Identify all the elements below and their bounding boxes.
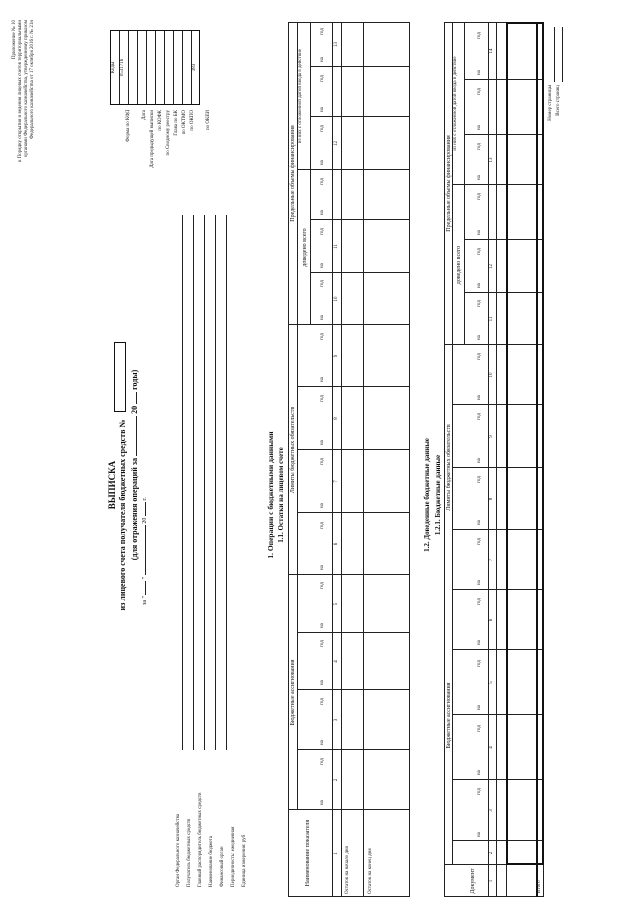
t1-god-13: год (320, 75, 325, 82)
t1-num-4: 4 (334, 660, 339, 663)
label-form-okud: Форма по КФД (126, 110, 131, 142)
label-prev-date: Дата предыдущей выписки (150, 110, 155, 168)
t1-god-7: год (320, 395, 325, 402)
section1-subheading: 1.1. Остатки на лицевом счете (277, 447, 285, 543)
t1-num-9: 9 (334, 354, 339, 358)
t1-num-1: 1 (334, 852, 339, 855)
appendix-line-1: Приложение № 10 (12, 20, 17, 60)
codes-header: Коды (111, 31, 120, 104)
t1-pof-delayed: из них с отложенной датой ввода в действие (298, 48, 303, 144)
footer-pages-total: Всего страниц (556, 85, 561, 116)
table1-frame (288, 22, 410, 897)
t2-god-2: год (477, 725, 482, 732)
t2-num-7: 7 (489, 558, 494, 562)
t2-num-10: 10 (489, 372, 494, 378)
title-line-2 (130, 265, 139, 665)
codes-form-code: 0531716 (120, 31, 129, 104)
t1-col-name: Наименование показателя (305, 819, 311, 887)
date-quote: " (142, 576, 148, 580)
appendix-line-2: к Порядку открытия и ведения лицевых счетов территориальными (18, 20, 23, 163)
t1-num-12: 12 (334, 141, 339, 146)
t2-god-14: год (477, 32, 482, 39)
left-label-3: Наименование бюджета (209, 835, 214, 887)
t2-num-1: 1 (489, 879, 494, 883)
t2-na-2: на (477, 770, 482, 775)
section2-subheading: 1.2.1. Бюджетные данные (434, 454, 442, 536)
t2-na-8: на (477, 395, 482, 400)
t2-god-8: год (477, 353, 482, 360)
t2-na-7: на (477, 458, 482, 463)
fill-line-1 (193, 215, 194, 750)
t1-na-9: на (320, 315, 325, 320)
date-year: 20 (142, 517, 148, 524)
t1-num-3: 3 (334, 718, 339, 722)
t2-na-10: на (477, 283, 482, 288)
t2-god-6: год (477, 476, 482, 483)
t2-num-3: 3 (489, 809, 494, 812)
statement-date-line (142, 345, 149, 605)
t2-na-5: на (477, 580, 482, 585)
t1-god-3: год (320, 640, 325, 647)
t2-num-2: 2 (489, 851, 494, 855)
appendix-line-4: Федерального казначейства от 17 октября 2016 г. № 21н (30, 20, 35, 140)
t1-na-12: на (320, 160, 325, 165)
t2-god-5: год (477, 538, 482, 545)
t1-pof-total: доведено всего (302, 228, 308, 267)
left-label-1: Получатель бюджетных средств (187, 818, 192, 887)
t1-god-9: год (320, 280, 325, 287)
t1-num-5: 5 (334, 602, 339, 606)
t2-col-doc: Документ (470, 868, 476, 894)
title-sub2-year: 20 (130, 405, 139, 414)
title-sub2: (для отражения операций за (130, 457, 139, 561)
t2-total-label: Итого (537, 880, 542, 893)
label-oktmo: по ОКТМО (182, 110, 187, 135)
t1-god-12: год (320, 125, 325, 132)
footer-page-no: Номер страницы (548, 85, 553, 121)
t1-num-8: 8 (334, 417, 339, 420)
left-label-4: Финансовый орган (220, 846, 225, 887)
label-kofk: по КОФК (158, 110, 163, 131)
t1-na-14: на (320, 57, 325, 62)
t2-num-14: 14 (489, 48, 494, 54)
t2-god-1: год (477, 788, 482, 795)
t2-na-1: на (477, 832, 482, 837)
t1-na-3: на (320, 680, 325, 685)
t2-na-6: на (477, 520, 482, 525)
title-sub2-end: годы) (130, 369, 139, 390)
t2-god-9: год (477, 300, 482, 307)
t2-num-8: 8 (489, 497, 494, 501)
t1-na-1: на (320, 800, 325, 805)
fill-line-4 (226, 215, 227, 750)
t2-num-6: 6 (489, 618, 494, 622)
section2-heading: 1.2. Доведенные бюджетные данные (423, 438, 431, 552)
t1-row-closing: Остаток на конец дня (368, 848, 373, 894)
appendix-note (12, 20, 36, 265)
left-label-5: Периодичность: ежедневная (231, 826, 236, 887)
label-okei: по ОКЕИ (206, 110, 211, 131)
t1-na-8: на (320, 377, 325, 382)
t1-num-13: 13 (334, 42, 339, 47)
date-prefix: за " (142, 596, 148, 605)
t1-num-11: 11 (334, 244, 339, 249)
t1-num-2: 2 (334, 778, 339, 782)
fill-line-3 (215, 215, 216, 750)
left-label-2: Главный распорядитель бюджетных средств (198, 792, 203, 887)
t1-grp-ba: Бюджетные ассигнования (290, 659, 296, 726)
t2-grp-pof: Предельные объемы финансирования (446, 135, 452, 232)
t1-god-14: год (320, 28, 325, 35)
t1-god-11: год (320, 178, 325, 185)
t2-god-4: год (477, 598, 482, 605)
t2-god-11: год (477, 193, 482, 200)
document-title: ВЫПИСКА (107, 460, 117, 510)
t2-na-9: на (477, 335, 482, 340)
left-label-0: Орган Федерального казначейства (176, 813, 181, 887)
t1-na-4: на (320, 623, 325, 628)
t1-god-2: год (320, 698, 325, 705)
t2-grp-lbo: Лимиты бюджетных обязательств (446, 424, 452, 511)
left-label-6: Единица измерения: руб (242, 834, 247, 887)
t2-grp-ba: Бюджетные ассигнования (446, 682, 452, 749)
t2-num-4: 4 (489, 746, 494, 749)
t1-row-opening: Остаток на начало дня (345, 846, 350, 894)
t1-god-10: год (320, 228, 325, 235)
t2-num-9: 9 (489, 435, 494, 438)
t1-num-6: 6 (334, 542, 339, 546)
t1-na-13: на (320, 107, 325, 112)
t1-num-10: 10 (334, 296, 339, 302)
t2-god-3: год (477, 660, 482, 667)
title-sub1: из лицевого счета получателя бюджетных средств № (118, 419, 127, 611)
label-glava: Глава по БК (174, 110, 179, 136)
t1-god-1: год (320, 758, 325, 765)
t1-god-5: год (320, 522, 325, 529)
fill-line-2 (204, 215, 205, 750)
t2-na-11: на (477, 230, 482, 235)
t2-pof-total: доведено всего (456, 245, 462, 285)
t2-na-12: на (477, 175, 482, 180)
t2-pof-delayed: из них с отложенной датой ввода в действие (453, 56, 458, 151)
t1-god-4: год (320, 582, 325, 589)
t1-grp-pof: Предельные объемы финансирования (290, 125, 296, 222)
t2-total-frame (506, 22, 544, 865)
t1-god-6: год (320, 458, 325, 465)
t2-god-7: год (477, 413, 482, 420)
t2-god-13: год (477, 88, 482, 95)
t2-na-3: на (477, 705, 482, 710)
t1-num-7: 7 (334, 480, 339, 483)
label-okpo: по ОКПО (190, 110, 195, 131)
t2-num-5: 5 (489, 681, 494, 684)
t1-na-5: на (320, 565, 325, 570)
date-suffix: г. (142, 497, 148, 501)
codes-box (110, 30, 200, 105)
t2-num-13: 13 (489, 157, 494, 163)
label-date: Дата (142, 110, 147, 120)
t1-grp-lbo: Лимиты бюджетных обязательств (290, 406, 296, 494)
codes-okei: 383 (192, 63, 197, 72)
t2-num-12: 12 (489, 264, 494, 269)
t2-na-14: на (477, 70, 482, 75)
t1-na-6: на (320, 503, 325, 508)
t1-na-11: на (320, 210, 325, 215)
account-number-box[interactable] (114, 342, 126, 412)
label-svodny: по Сводному реестру (166, 110, 171, 156)
t2-na-13: на (477, 125, 482, 130)
t2-god-12: год (477, 143, 482, 150)
t1-na-2: на (320, 740, 325, 745)
fill-line-0 (182, 215, 183, 750)
t2-num-11: 11 (489, 316, 494, 322)
t1-na-7: на (320, 440, 325, 445)
appendix-line-3: органами Федерального казначейства, утвержденному приказом (24, 20, 29, 158)
t2-god-10: год (477, 248, 482, 255)
t2-na-4: на (477, 640, 482, 645)
t1-god-8: год (320, 333, 325, 340)
section1-heading: 1. Операции с бюджетными данными (266, 431, 275, 559)
t1-na-10: на (320, 263, 325, 268)
